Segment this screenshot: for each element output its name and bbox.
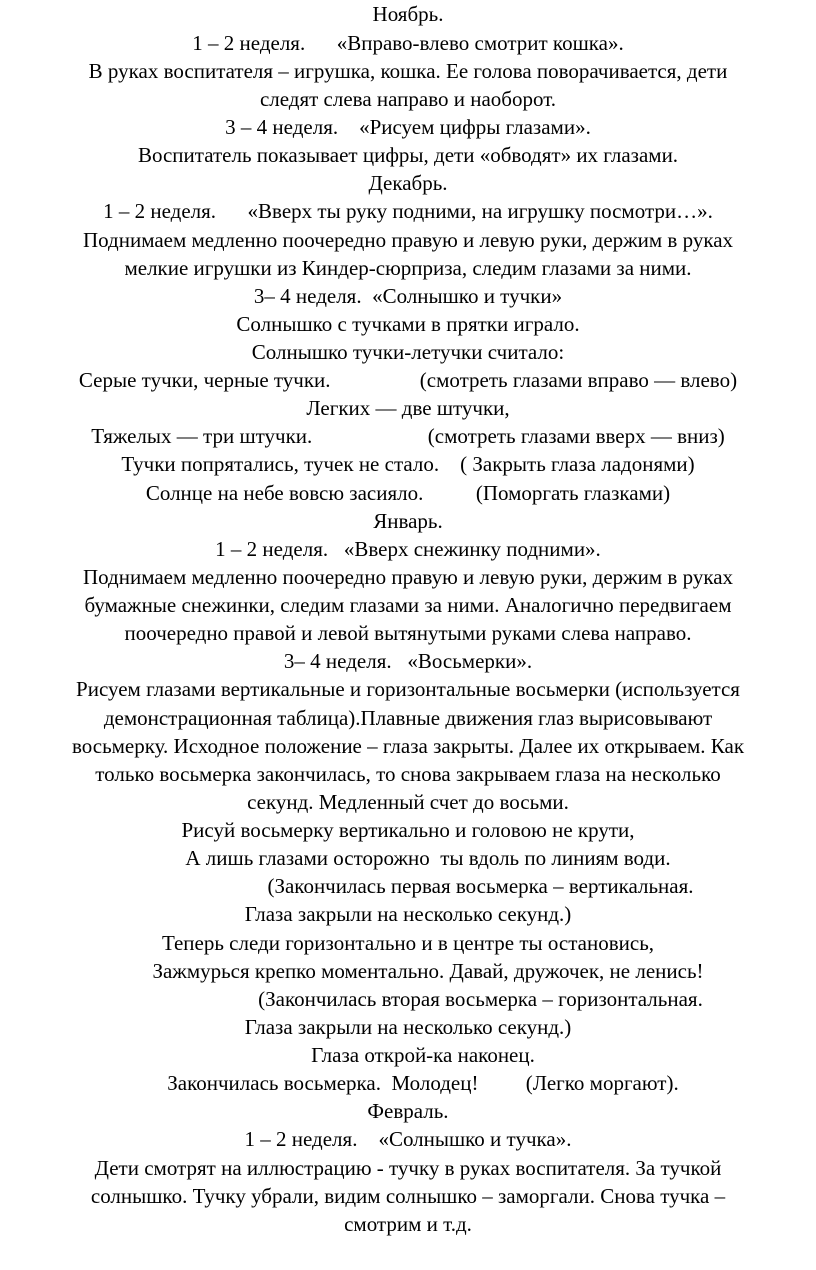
poem-line: Рисуй восьмерку вертикально и головою не крути,	[181, 818, 635, 842]
poem-line: А лишь глазами осторожно ты вдоль по линиям води.	[185, 846, 671, 870]
text-line: 3– 4 неделя. «Солнышко и тучки»	[253, 284, 563, 308]
poem-line: Зажмурься крепко моментально. Давай, дружочек, не ленись!	[152, 959, 704, 983]
text-line: солнышко. Тучку убрали, видим солнышко – заморгали. Снова тучка –	[90, 1184, 726, 1208]
text-line: В руках воспитателя – игрушка, кошка. Ее голова поворачивается, дети	[88, 59, 728, 83]
text-line: Поднимаем медленно поочередно правую и левую руки, держим в руках	[82, 565, 734, 589]
text-line: Поднимаем медленно поочередно правую и левую руки, держим в руках	[82, 228, 734, 252]
text-line: следят слева направо и наоборот.	[259, 87, 557, 111]
heading-november: Ноябрь.	[372, 2, 444, 26]
text-line: 3– 4 неделя. «Восьмерки».	[283, 649, 533, 673]
text-line: мелкие игрушки из Киндер-сюрприза, следим глазами за ними.	[124, 256, 692, 280]
poem-line: Солнце на небе вовсю засияло. (Поморгать глазками)	[145, 481, 671, 505]
text-line: секунд. Медленный счет до восьми.	[247, 790, 569, 814]
poem-line: Глаза закрыли на несколько секунд.)	[244, 1015, 572, 1039]
text-line: Дети смотрят на иллюстрацию - тучку в руках воспитателя. За тучкой	[94, 1156, 722, 1180]
poem-line: Солнышко тучки-летучки считало:	[251, 340, 565, 364]
text-line: Воспитатель показывает цифры, дети «обводят» их глазами.	[137, 143, 679, 167]
text-line: 1 – 2 неделя. «Солнышко и тучка».	[244, 1127, 572, 1151]
heading-december: Декабрь.	[368, 171, 448, 195]
text-line: 1 – 2 неделя. «Вправо-влево смотрит кошка».	[192, 31, 624, 55]
poem-line: Тучки попрятались, тучек не стало. ( Закрыть глаза ладонями)	[121, 452, 695, 476]
text-line: смотрим и т.д.	[344, 1212, 472, 1236]
text-line: бумажные снежинки, следим глазами за ними. Аналогично передвигаем	[84, 593, 732, 617]
text-line: поочередно правой и левой вытянутыми руками слева направо.	[124, 621, 692, 645]
poem-line: (Закончилась вторая восьмерка – горизонтальная.	[258, 987, 703, 1011]
text-line: 1 – 2 неделя. «Вверх снежинку подними».	[215, 537, 601, 561]
poem-line: Закончилась восьмерка. Молодец! (Легко моргают).	[167, 1071, 679, 1095]
poem-line: Глаза открой-ка наконец.	[311, 1043, 535, 1067]
poem-line: Легких — две штучки,	[306, 396, 510, 420]
poem-line: (Закончилась первая восьмерка – вертикальная.	[267, 874, 694, 898]
heading-february: Февраль.	[367, 1099, 449, 1123]
text-line: 1 – 2 неделя. «Вверх ты руку подними, на игрушку посмотри…».	[103, 199, 713, 223]
poem-line: Тяжелых — три штучки. (смотреть глазами вверх — вниз)	[91, 424, 725, 448]
text-line: 3 – 4 неделя. «Рисуем цифры глазами».	[225, 115, 591, 139]
heading-january: Январь.	[373, 509, 443, 533]
text-line: восьмерку. Исходное положение – глаза закрыты. Далее их открываем. Как	[71, 734, 745, 758]
text-line: демонстрационная таблица).Плавные движения глаз вырисовывают	[103, 706, 713, 730]
poem-line: Глаза закрыли на несколько секунд.)	[244, 902, 572, 926]
poem-line: Солнышко с тучками в прятки играло.	[236, 312, 580, 336]
poem-line: Серые тучки, черные тучки. (смотреть глазами вправо — влево)	[78, 368, 738, 392]
poem-line: Теперь следи горизонтально и в центре ты остановись,	[161, 931, 655, 955]
text-line: Рисуем глазами вертикальные и горизонтальные восьмерки (используется	[76, 677, 740, 701]
text-line: только восьмерка закончилась, то снова закрываем глаза на несколько	[95, 762, 721, 786]
